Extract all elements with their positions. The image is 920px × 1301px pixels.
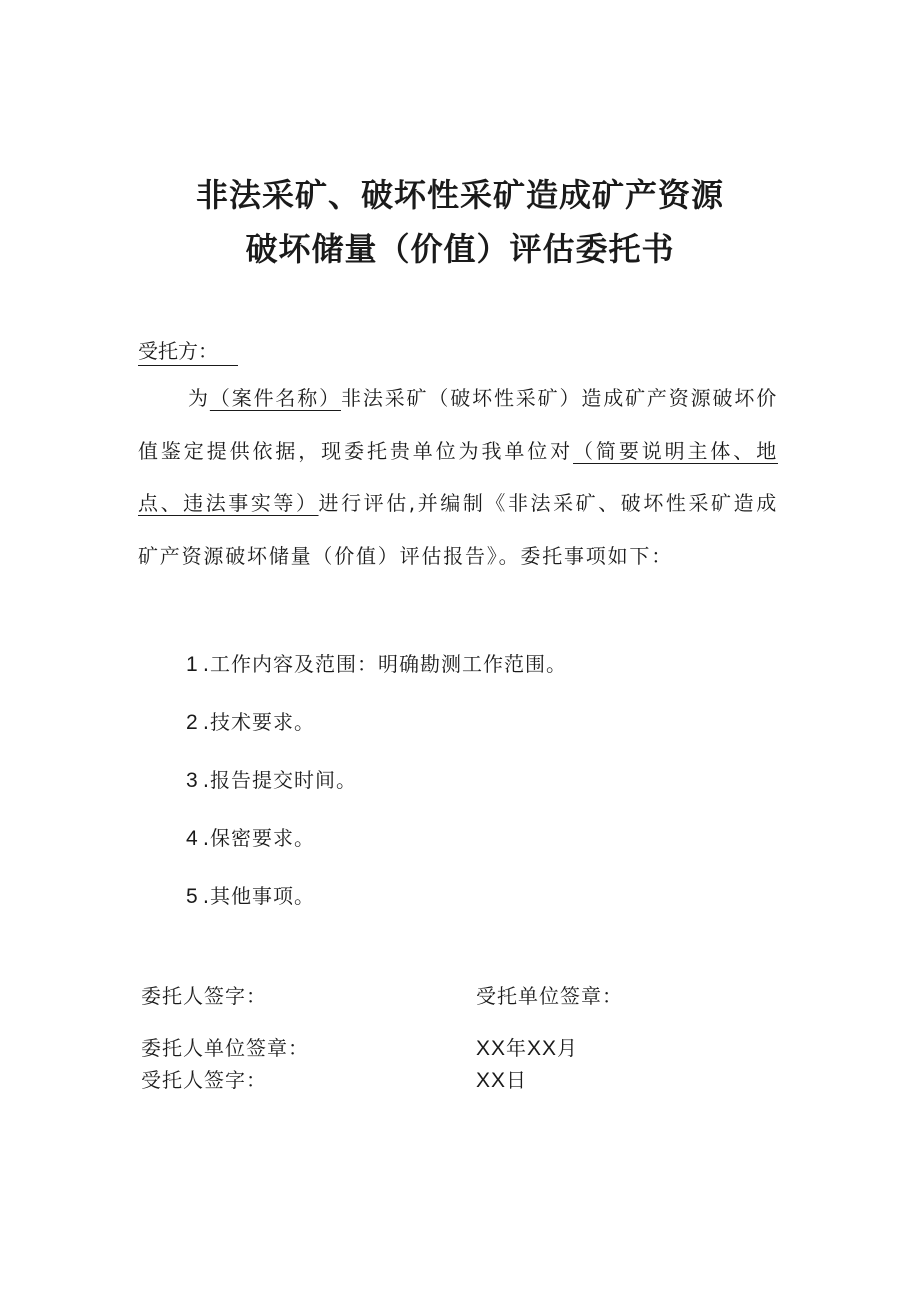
trustee-unit-seal-label: 受托单位签章： bbox=[476, 984, 623, 1008]
month-placeholder: XX bbox=[527, 1037, 558, 1060]
trustee-signature-label: 受托人签字： bbox=[141, 1068, 267, 1092]
body-paragraph bbox=[138, 372, 778, 582]
list-item bbox=[186, 880, 315, 909]
date-year-month bbox=[476, 1032, 578, 1061]
day-placeholder: XX bbox=[476, 1069, 507, 1092]
recipient-label: 受托方： bbox=[138, 335, 238, 366]
list-item bbox=[186, 648, 567, 677]
body-prefix: 为 bbox=[188, 386, 210, 410]
case-name-placeholder: （案件名称） bbox=[209, 386, 341, 410]
day-label: 日 bbox=[506, 1068, 528, 1092]
list-item bbox=[186, 764, 357, 793]
year-placeholder: XX bbox=[476, 1037, 507, 1060]
recipient-label-row bbox=[138, 335, 238, 366]
item-number: 2 bbox=[186, 711, 199, 734]
client-signature-label: 委托人签字： bbox=[141, 984, 267, 1008]
document-title-line1: 非法采矿、破坏性采矿造成矿产资源 bbox=[195, 176, 724, 214]
item-text: .报告提交时间。 bbox=[202, 768, 358, 792]
body-middle: 非法采矿（破坏性采矿）造成矿产资源破坏价值鉴定提供依据，现委托贵单位为我单位对 bbox=[138, 386, 778, 463]
item-text: .保密要求。 bbox=[202, 826, 316, 850]
month-label: 月 bbox=[557, 1036, 579, 1060]
item-number: 5 bbox=[186, 885, 199, 908]
brief-description-placeholder: （简要说明主体、地点、违法事实等） bbox=[138, 438, 778, 515]
item-number: 3 bbox=[186, 769, 199, 792]
item-text: .工作内容及范围：明确勘测工作范围。 bbox=[202, 652, 568, 676]
year-label: 年 bbox=[506, 1036, 528, 1060]
item-text: .技术要求。 bbox=[202, 710, 316, 734]
item-number: 4 bbox=[186, 827, 199, 850]
body-suffix: 进行评估,并编制《非法采矿、破坏性采矿造成矿产资源破坏储量（价值）评估报告》。委托事项如下： bbox=[138, 491, 778, 568]
list-item bbox=[186, 822, 315, 851]
client-unit-seal-label: 委托人单位签章： bbox=[141, 1036, 309, 1060]
document-title-line2: 破坏储量（价值）评估委托书 bbox=[245, 230, 675, 268]
list-item bbox=[186, 706, 315, 735]
date-day bbox=[476, 1064, 527, 1093]
item-number: 1 bbox=[186, 653, 199, 676]
item-text: .其他事项。 bbox=[202, 884, 316, 908]
